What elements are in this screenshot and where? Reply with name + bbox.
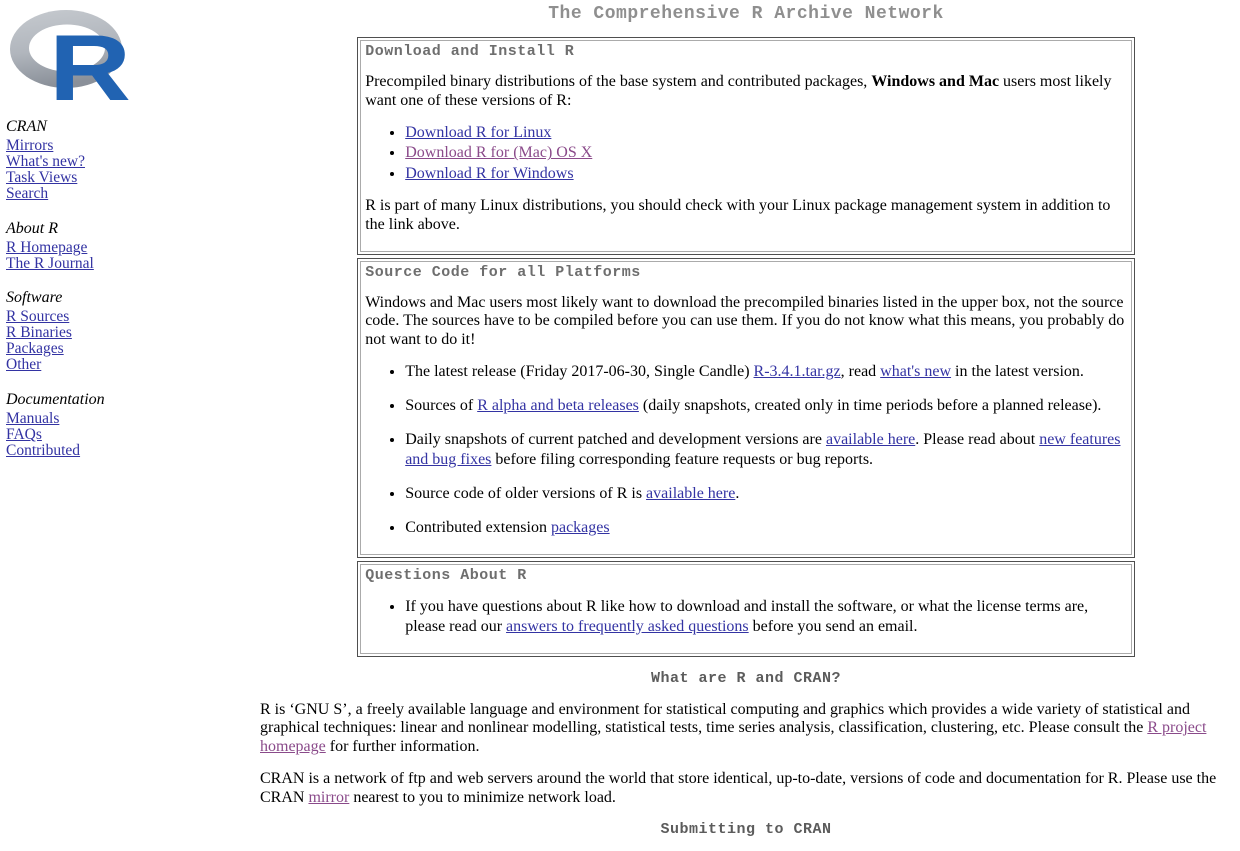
download-box	[357, 37, 1135, 255]
r-logo	[8, 7, 132, 103]
about-r-text: R is ‘GNU S’, a freely available language and environment for statistical computing and graphics which provides a wide variety of statistical and graphical techniques: linear and nonlinear modelling, statistical tests, time series analysis, classification, clustering, etc. Please consult the	[260, 700, 1190, 737]
daily-snapshots-text-2: . Please read about	[915, 431, 1040, 449]
download-intro-bold: Windows and Mac	[871, 72, 1000, 90]
sidebar-item-r-journal[interactable]: The R Journal	[6, 254, 94, 272]
sidebar-item-faqs[interactable]: FAQs	[6, 425, 42, 443]
cran-mirror-link[interactable]: mirror	[308, 789, 350, 806]
about-r-text-2: for further information.	[325, 738, 480, 756]
contributed-packages-link[interactable]: packages	[550, 519, 610, 537]
page-title: The Comprehensive R Archive Network	[548, 4, 944, 24]
submitting-to-cran-heading: Submitting to CRAN	[660, 820, 832, 838]
sidebar-group-about-r	[6, 220, 260, 272]
alpha-beta-text: Sources of	[405, 397, 478, 415]
sidebar-nav	[6, 118, 260, 459]
list-item	[405, 143, 1126, 164]
download-linux-link[interactable]: Download R for Linux	[405, 123, 552, 141]
snapshots-available-here-link[interactable]: available here	[825, 431, 916, 449]
about-cran-paragraph	[260, 770, 1232, 808]
sidebar-group-label-about-r: About R	[6, 219, 58, 237]
sidebar-group-label-documentation: Documentation	[6, 390, 105, 408]
contributed-packages-text: Contributed extension	[405, 519, 551, 537]
list-item	[405, 123, 1126, 144]
older-versions-text: Source code of older versions of R is	[405, 485, 647, 503]
sidebar-item-manuals[interactable]: Manuals	[6, 409, 60, 427]
sidebar-item-task-views[interactable]: Task Views	[6, 169, 78, 187]
sidebar-item-r-sources[interactable]: R Sources	[6, 307, 70, 325]
daily-snapshots-text: Daily snapshots of current patched and development versions are	[405, 431, 826, 449]
faq-text: If you have questions about R like how to download and install the software, or what the license terms are, please read our	[405, 597, 1089, 635]
sidebar-group-cran	[6, 118, 260, 203]
sidebar-item-other[interactable]: Other	[6, 356, 42, 374]
latest-release-text: The latest release (Friday 2017-06-30, Single Candle)	[405, 363, 754, 381]
sidebar-item-packages[interactable]: Packages	[6, 340, 64, 358]
download-box-title: Download and Install R	[365, 43, 575, 61]
older-versions-item	[405, 484, 1126, 504]
r-tarball-link[interactable]: R-3.4.1.tar.gz	[753, 363, 841, 381]
sidebar-item-r-binaries[interactable]: R Binaries	[6, 324, 72, 342]
sidebar-item-whats-new[interactable]: What's new?	[6, 153, 85, 171]
whats-new-link[interactable]: what's new	[880, 363, 952, 381]
about-cran-text: CRAN is a network of ftp and web servers around the world that store identical, up-to-date, versions of code and documentation for R. Please use the CRAN	[260, 770, 1217, 806]
alpha-beta-releases-link[interactable]: R alpha and beta releases	[477, 397, 639, 415]
what-are-r-and-cran-heading: What are R and CRAN?	[650, 669, 842, 687]
r-project-homepage-link[interactable]: R project homepage	[260, 719, 1207, 756]
new-features-bug-fixes-link[interactable]: new features and bug fixes	[405, 431, 1121, 469]
sidebar-item-mirrors[interactable]: Mirrors	[6, 136, 54, 154]
source-code-box-title: Source Code for all Platforms	[365, 263, 641, 281]
alpha-beta-item	[405, 396, 1126, 416]
download-mac-osx-link[interactable]: Download R for (Mac) OS X	[405, 144, 593, 162]
download-intro-text-2: users most likely want one of these versions of R:	[365, 72, 1112, 109]
sidebar-group-label-software: Software	[6, 288, 63, 306]
source-code-list	[365, 362, 1126, 538]
contributed-packages-item	[405, 518, 1126, 538]
linux-distributions-note: R is part of many Linux distributions, you should check with your Linux package management system in addition to the link above.	[365, 197, 1111, 233]
daily-snapshots-item	[405, 430, 1126, 470]
older-versions-available-here-link[interactable]: available here	[646, 485, 736, 503]
list-item	[405, 164, 1126, 185]
faq-text-2: before you send an email.	[748, 617, 918, 635]
sidebar-group-label-cran: CRAN	[6, 118, 47, 135]
sidebar-group-documentation	[6, 391, 260, 459]
download-links-list	[365, 123, 1126, 185]
sidebar-item-search[interactable]: Search	[6, 185, 49, 203]
older-versions-text-2: .	[735, 485, 740, 503]
latest-release-text-3: in the latest version.	[951, 363, 1084, 381]
r-logo-image	[8, 7, 132, 103]
download-intro-text: Precompiled binary distributions of the base system and contributed packages,	[365, 72, 872, 90]
faq-item	[405, 597, 1126, 637]
download-intro	[365, 73, 1126, 111]
source-code-box	[357, 258, 1135, 558]
about-cran-text-2: nearest to you to minimize network load.	[349, 789, 616, 806]
questions-list	[365, 597, 1126, 637]
source-code-intro: Windows and Mac users most likely want to download the precompiled binaries listed in the upper box, not the source code. The sources have to be compiled before you can use them. If you do not know what this means, you probably do not want to do it!	[365, 293, 1125, 349]
logo-r-letter: R	[49, 15, 131, 103]
about-r-paragraph	[260, 701, 1232, 758]
main-content	[260, 0, 1240, 851]
questions-box-title: Questions About R	[365, 567, 527, 585]
sidebar-group-software	[6, 289, 260, 374]
questions-box	[357, 561, 1135, 657]
download-windows-link[interactable]: Download R for Windows	[405, 165, 574, 183]
alpha-beta-text-2: (daily snapshots, created only in time periods before a planned release).	[638, 397, 1102, 415]
daily-snapshots-text-3: before filing corresponding feature requests or bug reports.	[491, 451, 874, 469]
latest-release-item	[405, 362, 1126, 382]
sidebar-item-contributed[interactable]: Contributed	[6, 441, 81, 459]
sidebar	[0, 0, 260, 851]
faq-link[interactable]: answers to frequently asked questions	[506, 617, 749, 635]
latest-release-text-2: , read	[840, 363, 881, 381]
sidebar-item-r-homepage[interactable]: R Homepage	[6, 238, 88, 256]
